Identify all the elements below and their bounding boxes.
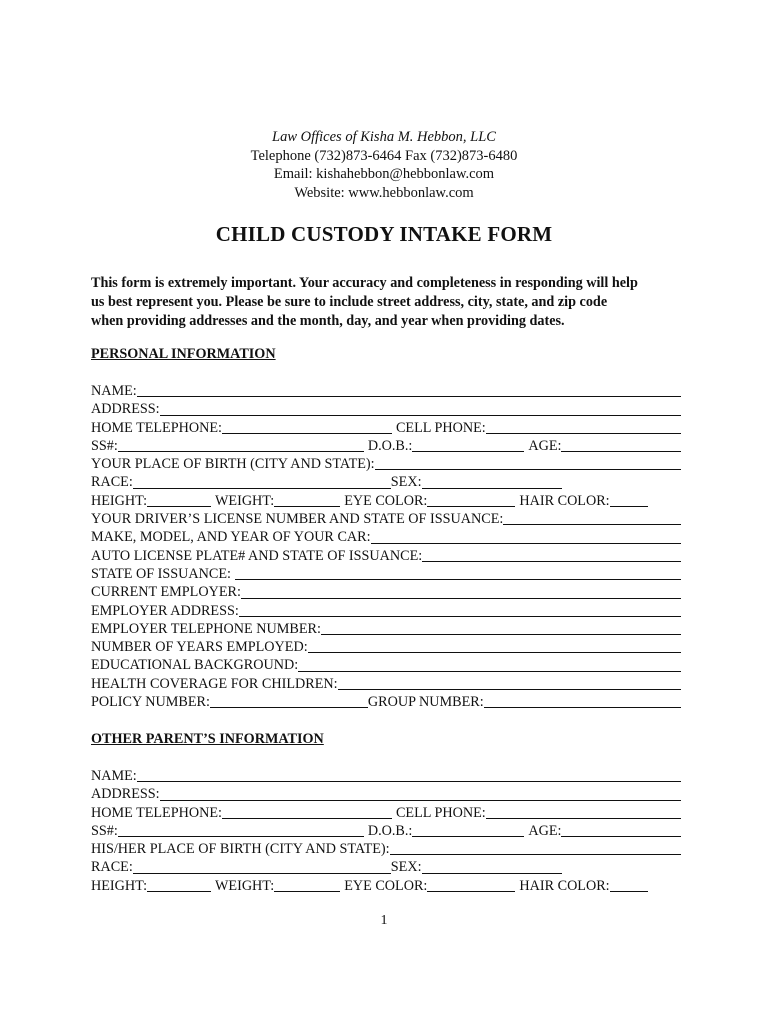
policy-number-label: POLICY NUMBER:	[91, 694, 210, 711]
op-address-field[interactable]	[160, 787, 681, 801]
firm-email: Email: kishahebbon@hebbonlaw.com	[273, 166, 495, 182]
education-label: EDUCATIONAL BACKGROUND:	[91, 657, 299, 674]
cell-phone-field[interactable]	[486, 420, 681, 434]
employer-phone-label: EMPLOYER TELEPHONE NUMBER:	[91, 620, 321, 637]
op-birthplace-label: HIS/HER PLACE OF BIRTH (CITY AND STATE):	[91, 841, 390, 858]
birthplace-label: YOUR PLACE OF BIRTH (CITY AND STATE):	[91, 456, 375, 473]
op-cell-phone-label: CELL PHONE:	[395, 804, 486, 821]
height-label: HEIGHT:	[91, 492, 148, 509]
eye-color-label: EYE COLOR:	[344, 492, 428, 509]
intro-line: when providing addresses and the month, day, and year when providing dates.	[91, 313, 565, 329]
op-hair-color-field[interactable]	[610, 878, 648, 892]
health-coverage-row	[91, 675, 681, 693]
op-race-label: RACE:	[91, 859, 133, 876]
employer-phone-row	[91, 620, 681, 638]
page-number: 1	[380, 913, 388, 928]
years-employed-label: NUMBER OF YEARS EMPLOYED:	[91, 639, 308, 656]
op-birthplace-field[interactable]	[390, 841, 681, 855]
employer-address-row	[91, 602, 681, 620]
op-home-telephone-field[interactable]	[222, 805, 392, 819]
op-phone-row	[91, 804, 681, 822]
letterhead	[0, 128, 768, 202]
op-name-label: NAME:	[91, 768, 137, 784]
birthplace-row	[91, 455, 681, 473]
firm-name: Law Offices of Kisha M. Hebbon, LLC	[272, 129, 496, 145]
employer-address-label: EMPLOYER ADDRESS:	[91, 602, 239, 619]
birthplace-field[interactable]	[375, 456, 681, 470]
education-row	[91, 656, 681, 674]
op-height-field[interactable]	[147, 878, 211, 892]
group-number-label: GROUP NUMBER:	[367, 694, 484, 711]
op-eye-color-label: EYE COLOR:	[344, 877, 428, 894]
employer-phone-field[interactable]	[321, 621, 681, 635]
employer-address-field[interactable]	[239, 603, 681, 617]
car-field[interactable]	[371, 530, 681, 544]
health-coverage-label: HEALTH COVERAGE FOR CHILDREN:	[91, 675, 338, 692]
race-row	[91, 473, 681, 491]
group-number-field[interactable]	[484, 694, 681, 708]
drivers-license-field[interactable]	[503, 511, 681, 525]
state-of-issuance-row	[91, 565, 681, 583]
op-physical-row	[91, 877, 681, 895]
op-height-label: HEIGHT:	[91, 877, 148, 894]
firm-website: Website: www.hebbonlaw.com	[294, 184, 474, 201]
drivers-license-label: YOUR DRIVER’S LICENSE NUMBER AND STATE OF ISSUANCE:	[91, 511, 504, 528]
op-age-label: AGE:	[528, 822, 562, 839]
op-race-row	[91, 858, 681, 876]
op-ss-field[interactable]	[118, 823, 364, 837]
weight-label: WEIGHT:	[215, 492, 275, 509]
op-address-label: ADDRESS:	[91, 786, 160, 803]
age-field[interactable]	[561, 438, 681, 452]
employer-label: CURRENT EMPLOYER:	[91, 584, 241, 601]
intro-line: This form is extremely important. Your accuracy and completeness in responding will help	[91, 275, 638, 291]
car-row	[91, 528, 681, 546]
firm-phone-fax: Telephone (732)873-6464 Fax (732)873-6480	[250, 147, 518, 164]
op-birthplace-row	[91, 840, 681, 858]
health-coverage-field[interactable]	[338, 676, 681, 690]
op-age-field[interactable]	[561, 823, 681, 837]
license-plate-label: AUTO LICENSE PLATE# AND STATE OF ISSUANCE:	[91, 547, 423, 564]
op-home-telephone-label: HOME TELEPHONE:	[91, 804, 222, 821]
address-field[interactable]	[160, 402, 681, 416]
op-name-row	[91, 767, 681, 785]
form-title: CHILD CUSTODY INTAKE FORM	[215, 222, 553, 246]
state-of-issuance-label: STATE OF ISSUANCE:	[91, 565, 231, 582]
eye-color-field[interactable]	[427, 493, 515, 507]
height-field[interactable]	[147, 493, 211, 507]
physical-row	[91, 492, 681, 510]
employer-row	[91, 583, 681, 601]
race-label: RACE:	[91, 474, 133, 491]
race-field[interactable]	[133, 475, 391, 489]
hair-color-field[interactable]	[610, 493, 648, 507]
intro-line: us best represent you. Please be sure to include street address, city, state, and zip code	[91, 294, 608, 310]
op-name-field[interactable]	[137, 768, 681, 782]
name-field[interactable]	[137, 383, 681, 397]
personal-info-fields	[91, 382, 681, 711]
op-sex-label: SEX:	[390, 859, 422, 876]
op-race-field[interactable]	[133, 860, 391, 874]
address-row	[91, 400, 681, 418]
op-cell-phone-field[interactable]	[486, 805, 681, 819]
home-telephone-field[interactable]	[222, 420, 392, 434]
policy-number-field[interactable]	[210, 694, 368, 708]
weight-field[interactable]	[274, 493, 340, 507]
sex-field[interactable]	[422, 475, 562, 489]
state-of-issuance-field[interactable]	[235, 566, 681, 580]
license-plate-row	[91, 547, 681, 565]
op-address-row	[91, 785, 681, 803]
dob-label: D.O.B.:	[367, 437, 413, 454]
years-employed-field[interactable]	[308, 639, 681, 653]
phone-row	[91, 419, 681, 437]
op-hair-color-label: HAIR COLOR:	[519, 877, 610, 894]
sex-label: SEX:	[390, 474, 422, 491]
op-sex-field[interactable]	[422, 860, 562, 874]
other-parent-fields	[91, 767, 681, 895]
license-plate-field[interactable]	[422, 548, 681, 562]
years-employed-row	[91, 638, 681, 656]
name-row	[91, 382, 681, 400]
home-telephone-label: HOME TELEPHONE:	[91, 419, 222, 436]
dob-field[interactable]	[412, 438, 524, 452]
ss-row	[91, 437, 681, 455]
drivers-license-row	[91, 510, 681, 528]
intro-paragraph	[91, 274, 691, 331]
name-label: NAME:	[91, 383, 137, 399]
op-dob-label: D.O.B.:	[367, 822, 413, 839]
address-label: ADDRESS:	[91, 401, 160, 418]
car-label: MAKE, MODEL, AND YEAR OF YOUR CAR:	[91, 529, 371, 546]
op-eye-color-field[interactable]	[427, 878, 515, 892]
policy-row	[91, 693, 681, 711]
age-label: AGE:	[528, 437, 562, 454]
ss-label: SS#:	[91, 437, 118, 454]
op-weight-label: WEIGHT:	[215, 877, 275, 894]
op-ss-label: SS#:	[91, 822, 118, 839]
cell-phone-label: CELL PHONE:	[395, 419, 486, 436]
personal-info-heading: PERSONAL INFORMATION	[91, 346, 276, 362]
op-ss-row	[91, 822, 681, 840]
employer-field[interactable]	[241, 585, 681, 599]
education-field[interactable]	[298, 658, 681, 672]
op-weight-field[interactable]	[274, 878, 340, 892]
ss-field[interactable]	[118, 438, 364, 452]
hair-color-label: HAIR COLOR:	[519, 492, 610, 509]
other-parent-heading: OTHER PARENT’S INFORMATION	[91, 731, 324, 747]
op-dob-field[interactable]	[412, 823, 524, 837]
